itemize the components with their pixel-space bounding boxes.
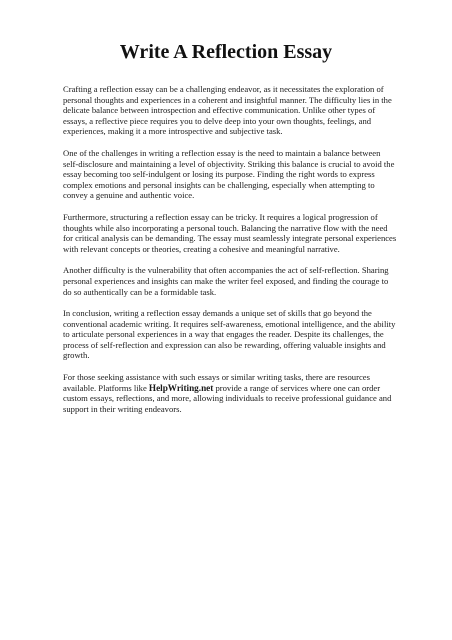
document-body [63,84,397,425]
paragraph-conclusion: In conclusion, writing a reflection essay demands a unique set of skills that go beyond the conventional academic writing. It requires self-awareness, emotional intelligence, and the ability to articulate personal experiences in a way that engages the reader. Despite its challenges, the process of self-reflection and expression can also be rewarding, offering valuable insights and growth. [63,308,396,361]
document-title: Write A Reflection Essay [119,41,333,63]
paragraph-challenges: One of the challenges in writing a reflection essay is the need to maintain a balance between self-disclosure and maintaining a level of objectivity. Striking this balance is crucial to avoid the essay becoming too self-indulgent or losing its purpose. Finding the right words to express complex emotions and personal insights can be challenging, especially when attempting to convey a genuine and authentic voice. [63,147,395,201]
paragraph-resources [63,372,397,414]
helpwriting-brand-link[interactable]: HelpWriting.net [148,382,214,393]
paragraph-intro: Crafting a reflection essay can be a challenging endeavor, as it necessitates the exploration of personal thoughts and experiences in a coherent and insightful manner. The difficulty lies in the delicate balance between introspection and effective communication. Unlike other types of essays, a reflective piece requires you to delve deep into your own thoughts, feelings, and experiences, making it a more introspective and subjective task. [63,84,392,137]
resources-text-before: For those seeking assistance with such essays or similar writing tasks, there are resources available. Platforms like [63,372,370,393]
paragraph-vulnerability: Another difficulty is the vulnerability that often accompanies the act of self-reflection. Sharing personal experiences and insights can make the writer feel exposed, and finding the courage to do so authentically can be a formidable task. [63,265,389,297]
paragraph-structure: Furthermore, structuring a reflection essay can be tricky. It requires a logical progression of thoughts while also incorporating a personal touch. Balancing the narrative flow with the need for critical analysis can be demanding. The essay must seamlessly integrate personal experiences with relevant concepts or theories, creating a cohesive and meaningful narrative. [63,211,397,254]
resources-text-after: provide a range of services where one can order custom essays, reflections, and more, allowing individuals to receive professional guidance and support in their writing endeavors. [63,382,392,414]
